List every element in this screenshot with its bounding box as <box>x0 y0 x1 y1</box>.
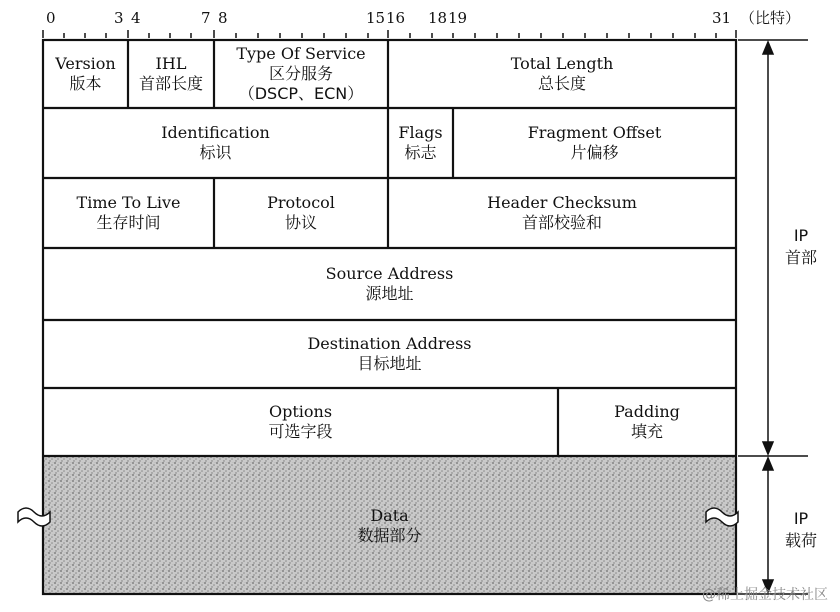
field-version-en: Version <box>55 54 116 73</box>
bit-label-0: 0 <box>46 9 56 27</box>
field-destination-en: Destination Address <box>307 334 472 353</box>
field-ihl-zh: 首部长度 <box>138 74 203 93</box>
field-flags <box>388 108 453 178</box>
ip-header-label-line2: 首部 <box>784 248 817 267</box>
field-ttl-zh: 生存时间 <box>96 213 161 232</box>
field-header-checksum <box>388 178 736 248</box>
field-tos-extra: （DSCP、ECN） <box>238 84 364 103</box>
field-source-address <box>43 248 736 320</box>
field-identification <box>43 108 388 178</box>
field-options-en: Options <box>268 402 333 421</box>
bit-label-19: 19 <box>448 9 468 27</box>
ip-header-label-line1: IP <box>793 226 809 245</box>
field-data-zh: 数据部分 <box>357 526 422 545</box>
field-tos-zh: 区分服务 <box>268 64 333 83</box>
field-identification-en: Identification <box>161 123 270 142</box>
field-version <box>43 40 128 108</box>
field-padding-zh: 填充 <box>630 422 663 441</box>
field-flags-zh: 标志 <box>404 143 437 162</box>
field-source-en: Source Address <box>325 264 454 283</box>
field-source-zh: 源地址 <box>365 284 414 303</box>
field-ttl-en: Time To Live <box>76 193 181 212</box>
field-data <box>43 490 736 562</box>
field-flags-en: Flags <box>398 123 443 142</box>
field-destination-address <box>43 320 736 388</box>
ip-payload-label <box>774 508 828 552</box>
field-tos-en: Type Of Service <box>236 44 366 63</box>
field-destination-zh: 目标地址 <box>357 354 422 373</box>
bit-label-7: 7 <box>201 9 211 27</box>
field-type-of-service <box>214 40 388 108</box>
field-data-en: Data <box>370 506 409 525</box>
field-ihl <box>128 40 214 108</box>
bit-label-8: 8 <box>218 9 228 27</box>
bit-label-4: 4 <box>131 9 141 27</box>
field-checksum-en: Header Checksum <box>487 193 637 212</box>
field-fragment-offset-zh: 片偏移 <box>570 143 619 162</box>
field-total-length <box>388 40 736 108</box>
field-protocol <box>214 178 388 248</box>
bit-label-16: 16 <box>386 9 406 27</box>
header-arrow-down <box>763 442 773 454</box>
field-fragment-offset-en: Fragment Offset <box>527 123 662 142</box>
field-padding-en: Padding <box>614 402 680 421</box>
field-protocol-zh: 协议 <box>284 213 317 232</box>
field-checksum-zh: 首部校验和 <box>521 213 602 232</box>
field-protocol-en: Protocol <box>267 193 335 212</box>
field-options <box>43 388 558 456</box>
bit-label-3: 3 <box>114 9 124 27</box>
bit-label-15: 15 <box>366 9 386 27</box>
header-arrow-up <box>763 42 773 54</box>
payload-arrow-up <box>763 458 773 470</box>
field-fragment-offset <box>453 108 736 178</box>
field-version-zh: 版本 <box>69 74 102 93</box>
ip-header-label <box>774 225 828 269</box>
ip-payload-label-line2: 载荷 <box>784 531 817 550</box>
bit-label-18: 18 <box>428 9 448 27</box>
bit-unit-label: （比特） <box>740 9 801 27</box>
field-ihl-en: IHL <box>155 54 187 73</box>
bit-label-31: 31 <box>712 9 732 27</box>
watermark: @稀土掘金技术社区 <box>702 587 828 603</box>
ip-payload-label-line1: IP <box>793 509 809 528</box>
field-identification-zh: 标识 <box>199 143 232 162</box>
field-time-to-live <box>43 178 214 248</box>
field-options-zh: 可选字段 <box>268 422 333 441</box>
field-padding <box>558 388 736 456</box>
field-total-length-zh: 总长度 <box>537 74 586 93</box>
field-total-length-en: Total Length <box>510 54 614 73</box>
